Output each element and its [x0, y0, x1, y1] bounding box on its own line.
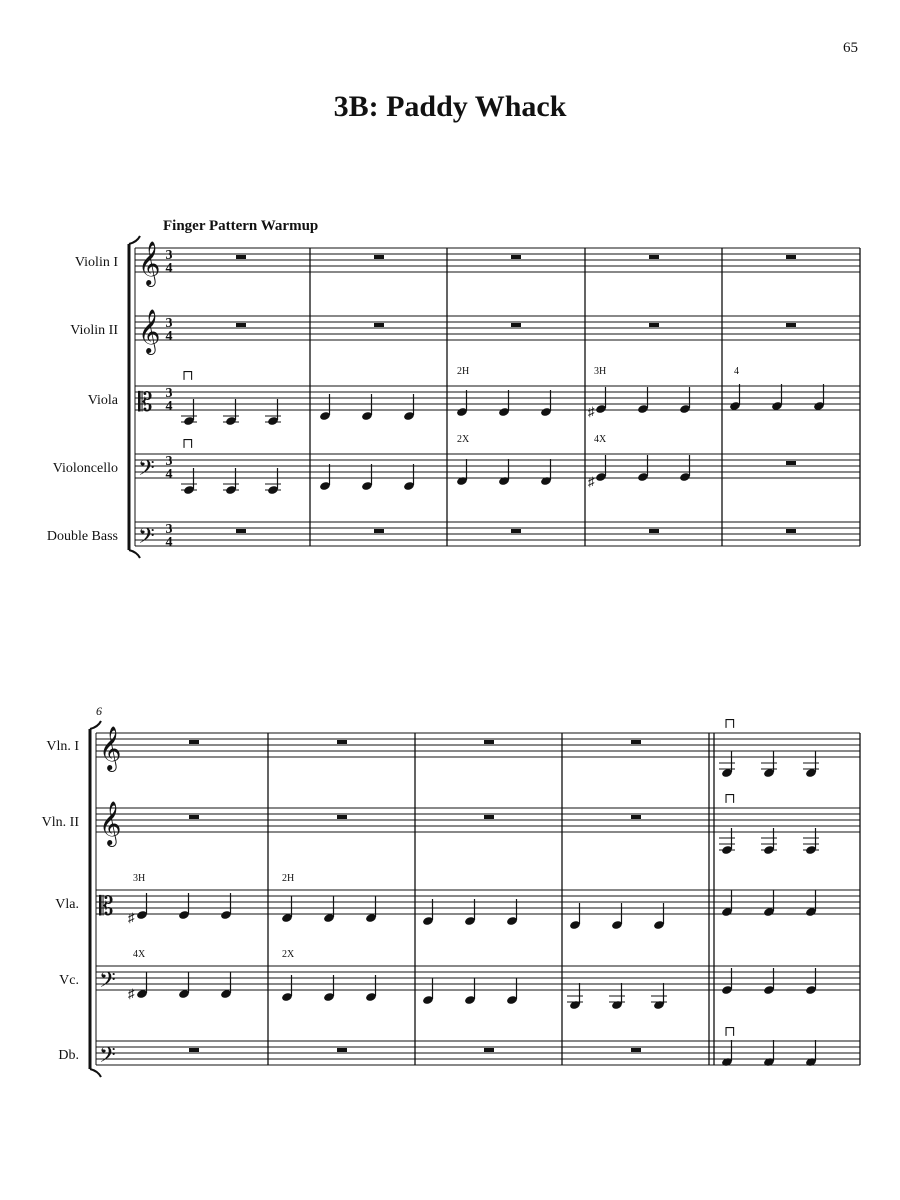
quarter-note — [595, 455, 607, 482]
sharp-icon: ♯ — [588, 404, 595, 419]
quarter-note — [679, 387, 691, 414]
quarter-note — [569, 903, 581, 930]
whole-rest — [484, 740, 494, 744]
time-signature-denominator: 4 — [165, 535, 173, 550]
time-signatures — [166, 248, 173, 550]
time-signature-numerator: 3 — [165, 386, 173, 401]
quarter-note — [281, 975, 293, 1002]
quarter-note — [763, 890, 775, 917]
accidentals — [128, 404, 595, 1001]
sharp-icon: ♯ — [128, 910, 135, 925]
quarter-note — [506, 978, 518, 1005]
quarter-note — [464, 899, 476, 926]
quarter-note — [506, 899, 518, 926]
quarter-note — [178, 893, 190, 920]
quarter-note — [464, 978, 476, 1005]
quarter-note — [637, 387, 649, 414]
whole-rest — [511, 323, 521, 327]
finger-label: 4X — [594, 434, 607, 445]
quarter-note — [721, 751, 733, 778]
whole-rest — [649, 323, 659, 327]
staff-violin-2 — [135, 316, 860, 340]
time-signature-denominator: 4 — [165, 261, 173, 276]
instrument-name: Vc. — [59, 973, 79, 988]
sharp-icon: ♯ — [588, 474, 595, 489]
treble-clef-icon: 𝄞 — [99, 803, 122, 845]
quarter-note — [365, 896, 377, 923]
quarter-note — [611, 903, 623, 930]
whole-rest — [189, 1048, 199, 1052]
quarter-note — [763, 1040, 775, 1067]
down-bow-icon: ⊓ — [182, 437, 194, 452]
quarter-note — [763, 751, 775, 778]
quarter-note — [220, 972, 232, 999]
quarter-note — [323, 975, 335, 1002]
system1-barlines — [310, 248, 860, 546]
instrument-name: Vln. I — [46, 739, 79, 754]
alto-clef-icon: 𝄡 — [138, 388, 153, 417]
whole-rest — [786, 255, 796, 259]
whole-rest — [484, 1048, 494, 1052]
whole-rest — [189, 815, 199, 819]
instrument-name: Vla. — [55, 897, 79, 912]
system2-barlines — [268, 733, 860, 1065]
quarter-note — [805, 1040, 817, 1067]
bass-clef-icon: 𝄢 — [99, 1043, 116, 1072]
quarter-note — [721, 890, 733, 917]
time-signature-denominator: 4 — [165, 329, 173, 344]
whole-rest — [337, 740, 347, 744]
finger-label: 2X — [282, 949, 295, 960]
quarter-note — [653, 903, 665, 930]
quarter-note — [595, 387, 607, 414]
time-signature-numerator: 3 — [165, 522, 173, 537]
quarter-note — [220, 893, 232, 920]
instrument-name: Db. — [58, 1048, 79, 1063]
finger-label: 4 — [734, 366, 739, 377]
whole-rest — [649, 529, 659, 533]
system1-instrument-names — [47, 255, 119, 544]
treble-clef-icon: 𝄞 — [138, 243, 161, 285]
finger-label: 3H — [594, 366, 607, 377]
quarter-note — [637, 455, 649, 482]
rests — [189, 255, 796, 1052]
quarter-note — [136, 893, 148, 920]
tempo-marking: Finger Pattern Warmup — [163, 218, 319, 234]
bass-clef-icon: 𝄢 — [138, 456, 155, 485]
quarter-note — [805, 751, 817, 778]
down-bow-icon: ⊓ — [182, 369, 194, 384]
quarter-note — [365, 975, 377, 1002]
whole-rest — [236, 255, 246, 259]
staff-viola — [135, 386, 860, 410]
whole-rest — [337, 1048, 347, 1052]
time-signature-denominator: 4 — [165, 399, 173, 414]
staff-vln-1 — [96, 733, 860, 757]
finger-label: 2X — [457, 434, 470, 445]
time-signature-numerator: 3 — [165, 454, 173, 469]
quarter-note — [721, 1040, 733, 1067]
bass-clef-icon: 𝄢 — [99, 968, 116, 997]
quarter-note — [136, 972, 148, 999]
quarter-note — [422, 978, 434, 1005]
sharp-icon: ♯ — [128, 986, 135, 1001]
whole-rest — [484, 815, 494, 819]
down-bow-icon: ⊓ — [724, 792, 736, 807]
alto-clef-icon: 𝄡 — [99, 892, 114, 921]
instrument-name: Vln. II — [41, 815, 79, 830]
finger-label: 2H — [457, 366, 470, 377]
quarter-note — [540, 459, 552, 486]
staff-vla — [96, 890, 860, 914]
quarter-note — [805, 890, 817, 917]
down-bow-icon: ⊓ — [724, 717, 736, 732]
whole-rest — [374, 323, 384, 327]
staff-vc — [96, 966, 860, 990]
quarter-note — [178, 972, 190, 999]
quarter-note — [498, 459, 510, 486]
page-number: 65 — [843, 40, 858, 56]
whole-rest — [374, 255, 384, 259]
quarter-note — [323, 896, 335, 923]
staff-double-bass — [135, 522, 860, 546]
whole-rest — [189, 740, 199, 744]
whole-rest — [649, 255, 659, 259]
whole-rest — [511, 255, 521, 259]
whole-rest — [786, 323, 796, 327]
instrument-name: Violin I — [74, 255, 118, 270]
quarter-note — [611, 983, 623, 1010]
quarter-note — [569, 983, 581, 1010]
finger-label: 4X — [133, 949, 146, 960]
system2-clefs — [99, 727, 121, 1072]
quarter-note — [679, 455, 691, 482]
staff-violin-1 — [135, 248, 860, 272]
time-signature-numerator: 3 — [165, 248, 173, 263]
instrument-name: Violoncello — [52, 461, 118, 476]
staff-db — [96, 1041, 860, 1065]
whole-rest — [236, 323, 246, 327]
time-signature-denominator: 4 — [165, 467, 173, 482]
bass-clef-icon: 𝄢 — [138, 524, 155, 553]
quarter-note — [456, 459, 468, 486]
bowing-marks — [182, 369, 736, 1040]
instrument-name: Double Bass — [46, 529, 118, 544]
whole-rest — [631, 740, 641, 744]
quarter-note — [653, 983, 665, 1010]
piece-title: 3B: Paddy Whack — [333, 90, 567, 123]
whole-rest — [511, 529, 521, 533]
measure-number: 6 — [96, 704, 102, 718]
treble-clef-icon: 𝄞 — [138, 311, 161, 353]
staff-vln-2 — [96, 808, 860, 832]
finger-label: 2H — [282, 873, 295, 884]
whole-rest — [631, 1048, 641, 1052]
instrument-name: Viola — [87, 393, 118, 408]
whole-rest — [631, 815, 641, 819]
whole-rest — [786, 461, 796, 465]
treble-clef-icon: 𝄞 — [99, 728, 122, 770]
whole-rest — [786, 529, 796, 533]
quarter-note — [281, 896, 293, 923]
whole-rest — [337, 815, 347, 819]
system2-instrument-names — [42, 739, 80, 1063]
staff-cello — [135, 454, 860, 478]
whole-rest — [374, 529, 384, 533]
time-signature-numerator: 3 — [165, 316, 173, 331]
down-bow-icon: ⊓ — [724, 1025, 736, 1040]
instrument-name: Violin II — [70, 323, 118, 338]
whole-rest — [236, 529, 246, 533]
finger-label: 3H — [133, 873, 146, 884]
quarter-note — [422, 899, 434, 926]
